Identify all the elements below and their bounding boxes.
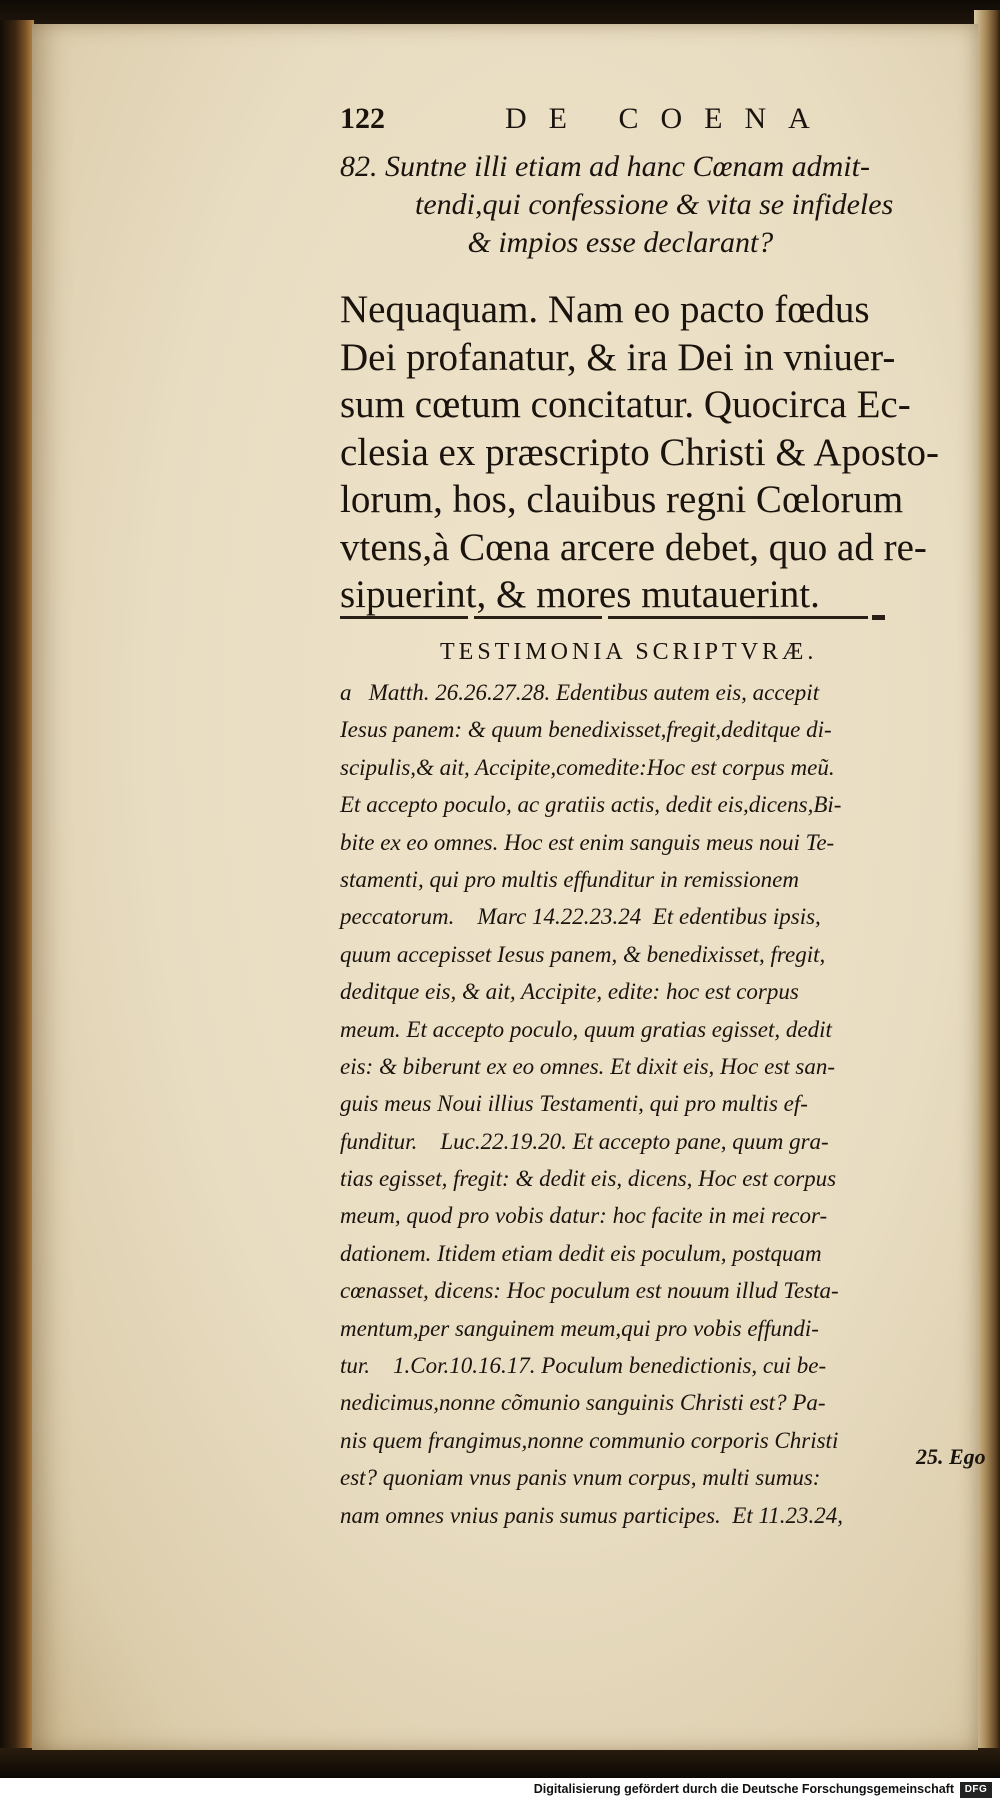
book-page: [32, 24, 986, 1750]
section-divider: [340, 614, 885, 622]
answer-line: clesia ex præscripto Christi & Aposto-: [340, 430, 940, 474]
running-title: DE COENA: [505, 102, 832, 135]
book-top-edge: [0, 0, 1000, 26]
answer-line: sipuerint, & mores mutauerint.: [340, 573, 820, 616]
testimonia-line: quum accepisset Iesus panem, & benedixisset, fregit,: [340, 941, 826, 967]
testimonia-line: mentum,per sanguinem meum,qui pro vobis effundi-: [340, 1315, 819, 1341]
testimonia-line: peccatorum. Marc 14.22.23.24 Et edentibus ipsis,: [340, 904, 821, 930]
testimonia-line: funditur. Luc.22.19.20. Et accepto pane, quum gra-: [340, 1128, 829, 1154]
testimonia-line: tur. 1.Cor.10.16.17. Poculum benedictionis, cui be-: [340, 1353, 827, 1379]
testimonia-line: stamenti, qui pro multis effunditur in remissionem: [340, 866, 799, 892]
divider-rule: [608, 616, 868, 619]
testimonia-line: dationem. Itidem etiam dedit eis poculum, postquam: [340, 1240, 822, 1266]
testimonia-line: tias egisset, fregit: & dedit eis, dicens, Hoc est corpus: [340, 1166, 837, 1192]
testimonia-line: a Matth. 26.26.27.28. Edentibus autem eis, accepit: [340, 680, 820, 705]
funding-credit: Digitalisierung gefördert durch die Deutsche Forschungsgemeinschaft: [533, 1782, 954, 1796]
book-bottom-edge: [0, 1748, 1000, 1778]
testimonia-line: meum, quod pro vobis datur: hoc facite in mei recor-: [340, 1203, 828, 1229]
answer-line: vtens,à Cœna arcere debet, quo ad re-: [340, 525, 927, 569]
testimonia-line: scipulis,& ait, Accipite,comedite:Hoc est corpus meũ.: [340, 754, 835, 780]
testimonia-line: Et accepto poculo, ac gratiis actis, dedit eis,dicens,Bi-: [340, 792, 842, 818]
page-number: 122: [340, 102, 385, 135]
testimonia-line: Iesus panem: & quum benedixisset,fregit,deditque di-: [340, 717, 832, 743]
running-head: [340, 102, 832, 142]
divider-rule: [872, 615, 885, 620]
book-spine: [0, 20, 34, 1775]
answer-line: Dei profanatur, & ira Dei in vniuer-: [340, 335, 896, 379]
question-82: [340, 148, 894, 262]
testimonia-line: deditque eis, & ait, Accipite, edite: hoc est corpus: [340, 979, 799, 1005]
answer-line: sum cœtum concitatur. Quocirca Ec-: [340, 383, 911, 426]
testimonia-heading: TESTIMONIA SCRIPTVRÆ.: [440, 639, 818, 665]
dfg-logo: DFG: [960, 1782, 992, 1798]
testimonia-line: nam omnes vnius panis sumus participes. Et 11.23.24,: [340, 1502, 844, 1528]
testimonia-line: bite ex eo omnes. Hoc est enim sanguis meus noui Te-: [340, 829, 835, 855]
testimonia-text: [340, 674, 880, 1534]
testimonia-line: nedicimus,nonne cõmunio sanguinis Christi est? Pa-: [340, 1390, 826, 1416]
testimonia-line: cœnasset, dicens: Hoc poculum est nouum illud Testa-: [340, 1278, 839, 1304]
answer-line: Nequaquam. Nam eo pacto fœdus: [340, 288, 870, 331]
testimonia-line: eis: & biberunt ex eo omnes. Et dixit eis, Hoc est san-: [340, 1053, 836, 1079]
divider-rule: [340, 616, 468, 619]
question-line: & impios esse declarant?: [340, 226, 774, 259]
answer-text: [340, 286, 940, 619]
testimonia-line: nis quem frangimus,nonne communio corporis Christi: [340, 1427, 839, 1453]
divider-rule: [474, 616, 602, 619]
question-line: tendi,qui confessione & vita se infideles: [340, 188, 894, 221]
testimonia-line: est? quoniam vnus panis vnum corpus, multi sumus:: [340, 1465, 821, 1491]
answer-line: lorum, hos, clauibus regni Cœlorum: [340, 478, 904, 521]
testimonia-line: meum. Et accepto poculo, quum gratias egisset, dedit: [340, 1016, 832, 1042]
digitization-footer: [0, 1778, 1000, 1803]
testimonia-line: guis meus Noui illius Testamenti, qui pro multis ef-: [340, 1091, 808, 1117]
catchword: 25. Ego: [916, 1444, 986, 1469]
question-line: 82. Suntne illi etiam ad hanc Cœnam admit-: [340, 150, 870, 183]
